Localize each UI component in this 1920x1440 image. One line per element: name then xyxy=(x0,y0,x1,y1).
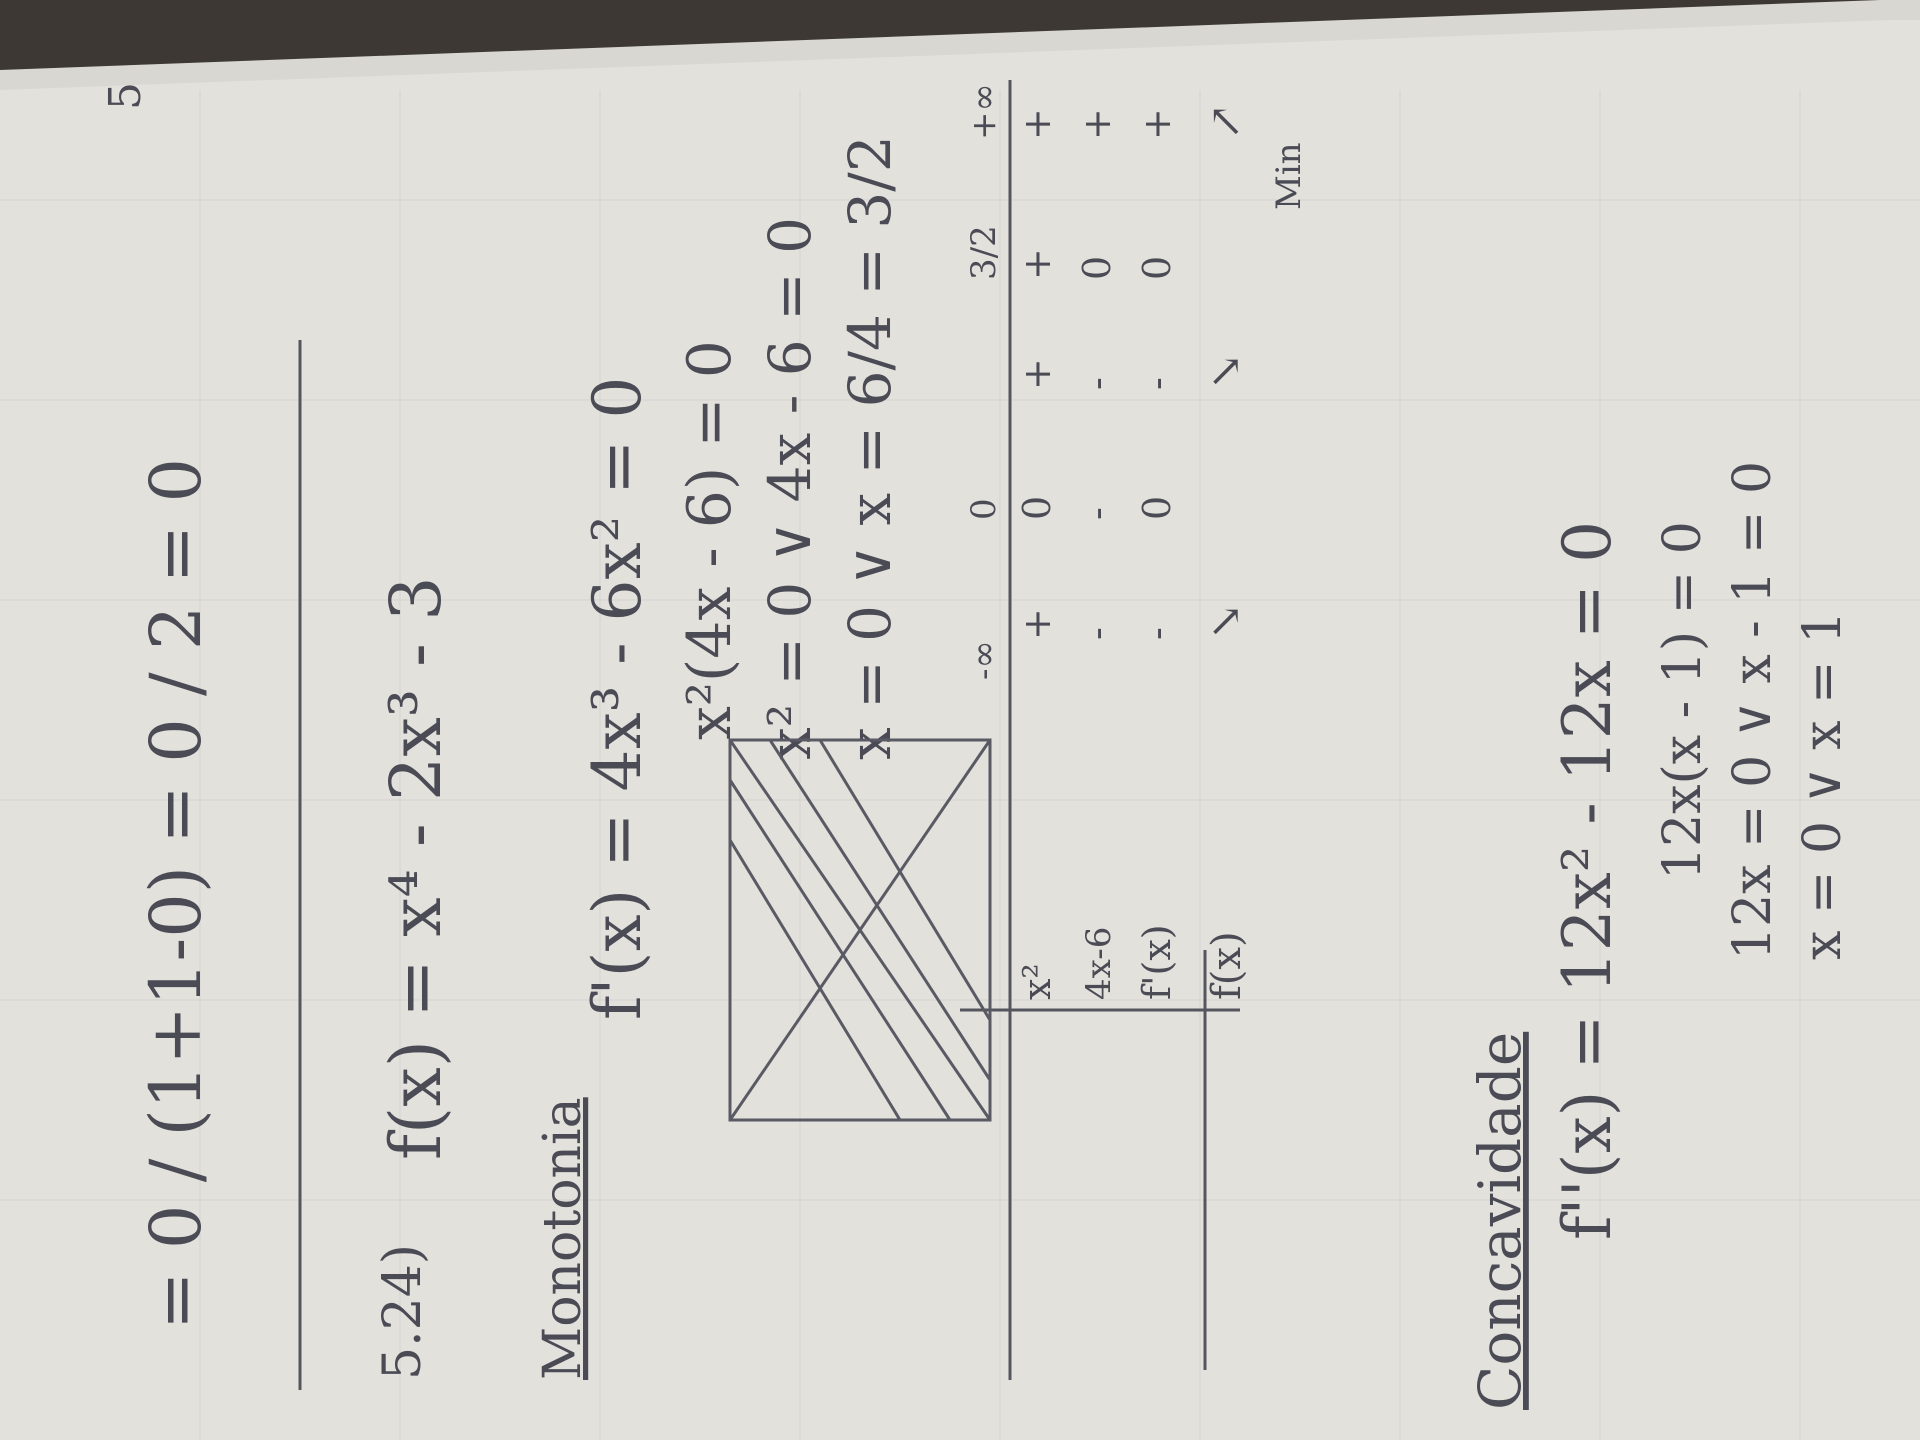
roots-line-2: x = 0 ∨ x = 6/4 = 3/2 xyxy=(836,135,904,760)
heading-monotonia: Monotonia xyxy=(533,1097,593,1380)
cell-x2-1: + xyxy=(1015,608,1059,640)
min-label: Min xyxy=(1269,142,1309,210)
second-derivative: f''(x) = 12x² - 12x = 0 xyxy=(1549,520,1626,1240)
table-header-pos-inf: +∞ xyxy=(964,83,1004,140)
row-label-fprime: f'(x) xyxy=(1135,924,1179,1000)
cell-fprime-1: - xyxy=(1135,627,1179,640)
cell-fprime-2: 0 xyxy=(1135,495,1179,520)
page-number: 5 xyxy=(100,82,151,110)
cell-4x6-3: - xyxy=(1075,377,1119,390)
cell-x2-2: 0 xyxy=(1015,495,1059,520)
cell-4x6-1: - xyxy=(1075,627,1119,640)
cell-x2-4: + xyxy=(1015,248,1059,280)
exercise-number: 5.24) xyxy=(373,1243,433,1380)
row-label-f: f(x) xyxy=(1204,931,1250,1000)
line-fraction: = 0 / (1+1-0) = 0 / 2 = 0 xyxy=(135,457,217,1330)
cell-fprime-3: - xyxy=(1135,377,1179,390)
row-label-x2: x² xyxy=(1015,963,1059,1000)
cell-f-5: ↗ xyxy=(1200,103,1251,140)
function-definition: f(x) = x⁴ - 2x³ - 3 xyxy=(375,576,457,1160)
row-label-4x6: 4x-6 xyxy=(1079,926,1119,1000)
cell-4x6-5: + xyxy=(1075,108,1119,140)
roots2-line-1: 12x = 0 ∨ x - 1 = 0 xyxy=(1723,460,1783,960)
paper-face xyxy=(0,20,1920,1440)
first-derivative: f'(x) = 4x³ - 6x² = 0 xyxy=(579,376,656,1020)
heading-concavidade: Concavidade xyxy=(1466,1031,1534,1410)
roots-line-1: x² = 0 ∨ 4x - 6 = 0 xyxy=(756,216,824,760)
cell-x2-3: + xyxy=(1015,358,1059,390)
table-header-three-halves: 3/2 xyxy=(964,225,1004,280)
factorization: x²(4x - 6) = 0 xyxy=(675,340,745,740)
table-header-neg-inf: -∞ xyxy=(964,640,1004,680)
cell-fprime-5: + xyxy=(1135,108,1179,140)
cell-fprime-4: 0 xyxy=(1135,255,1179,280)
cell-4x6-4: 0 xyxy=(1075,255,1119,280)
roots2-line-2: x = 0 ∨ x = 1 xyxy=(1793,610,1853,960)
table-header-zero: 0 xyxy=(964,498,1004,520)
cell-4x6-2: - xyxy=(1075,507,1119,520)
cell-x2-5: + xyxy=(1015,108,1059,140)
cell-f-1: ↘ xyxy=(1200,603,1251,640)
cell-f-3: ↘ xyxy=(1200,353,1251,390)
factorization-2: 12x(x - 1) = 0 xyxy=(1653,521,1713,880)
